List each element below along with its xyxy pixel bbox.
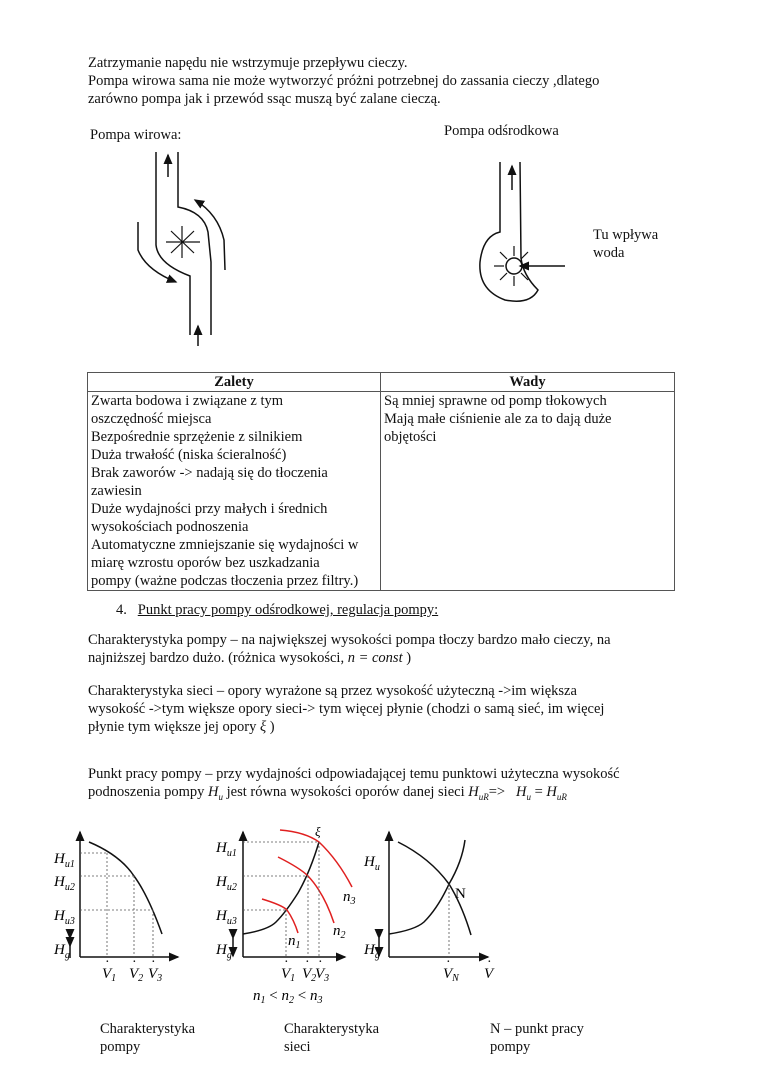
zaleta-line: Zwarta bodowa i związane z tym: [91, 393, 284, 409]
svg-text:ξ: ξ: [315, 824, 321, 839]
svg-text:V1: $V_1$: [281, 966, 296, 984]
flow-arrow-icon: [138, 222, 176, 282]
svg-text:n3: $n_3$: [343, 889, 356, 907]
svg-text:·: ·: [151, 955, 156, 970]
paragraph-operating-1: Punkt pracy pompy – przy wydajności odpowiadającej temu punktowi użyteczna wysokość: [88, 766, 620, 782]
operating-point-label: N: [455, 886, 466, 902]
graph-network-characteristic: [215, 824, 356, 1006]
paragraph-network-2: wysokość ->tym większe opory sieci-> tym więcej płynie (chodzi o samą sieć, im więcej: [88, 701, 605, 717]
section-title: Punkt pracy pompy odśrodkowej, regulacja pompy:: [137, 602, 439, 618]
svg-text:VN: $V_N$: [443, 966, 459, 984]
vortex-pump-diagram: [138, 152, 225, 346]
impeller-icon: [166, 226, 200, 258]
svg-text:Hu3: $H_{u3}$: [54, 908, 75, 927]
zaleta-line: miarę wzrostu oporów bez uszkadzania: [91, 555, 320, 571]
svg-text:Hg: $H_g$: [364, 942, 380, 961]
graph-pump-characteristic: [53, 832, 178, 984]
svg-text:n1: $n_1$: [288, 933, 301, 951]
zaleta-line: Duża trwałość (niska ścieralność): [91, 447, 287, 463]
svg-text:Hu1: $H_{u1}$: [216, 840, 237, 859]
svg-text:V3: $V_3$: [148, 966, 163, 984]
svg-text:V1: $V_1$: [102, 966, 117, 984]
svg-text:·: ·: [105, 955, 110, 970]
pump-curve-n2: [278, 857, 334, 923]
paragraph-network-3: płynie tym większe jej opory ξ ): [88, 719, 275, 735]
zaleta-line: zawiesin: [91, 483, 142, 499]
svg-text:Hu3: $H_{u3}$: [216, 908, 237, 927]
zalety-cell: [88, 392, 381, 591]
svg-text:Hu1: $H_{u1}$: [54, 851, 75, 870]
svg-text:Hu2: $H_{u2}$: [54, 874, 75, 893]
intro-line-2: Pompa wirowa sama nie może wytworzyć próżni potrzebnej do zassania cieczy ,dlatego: [88, 73, 600, 89]
svg-text:·: ·: [132, 955, 137, 970]
svg-text:Hu2: $H_{u2}$: [216, 874, 237, 893]
network-curve: [389, 840, 465, 934]
paragraph-pump-char-2: najniższej bardzo dużo. (różnica wysokości, n = const ): [88, 650, 412, 666]
centrifugal-pump-label: Pompa odśrodkowa: [444, 123, 559, 139]
svg-text:·: ·: [446, 955, 451, 970]
svg-text:n2: $n_2$: [333, 923, 346, 941]
zaleta-line: wysokościach podnoszenia: [91, 519, 249, 535]
inflow-annotation-1: Tu wpływa: [593, 227, 659, 243]
wada-line: Mają małe ciśnienie ale za to dają duże: [384, 411, 612, 427]
svg-text:V3: $V_3$: [315, 966, 330, 984]
caption-pump-1: Charakterystyka: [100, 1021, 196, 1037]
svg-text:Hg: $H_g$: [216, 942, 232, 961]
zaleta-line: Duże wydajności przy małych i średnich: [91, 501, 328, 517]
svg-text:V2: $V_2$: [302, 966, 317, 984]
caption-network-1: Charakterystyka: [284, 1021, 380, 1037]
svg-text:Hg: $H_g$: [54, 942, 70, 961]
header-zalety: Zalety: [88, 373, 381, 392]
paragraph-pump-char-1: Charakterystyka pompy – na największej wysokości pompa tłoczy bardzo mało cieczy, na: [88, 632, 611, 648]
caption-operating-2: pompy: [490, 1039, 531, 1055]
intro-line-1: Zatrzymanie napędu nie wstrzymuje przepływu cieczy.: [88, 55, 408, 71]
pros-cons-table: [87, 372, 675, 591]
section-heading: [116, 601, 438, 619]
zaleta-line: Automatyczne zmniejszanie się wydajności w: [91, 537, 359, 553]
svg-text:n1 < n2 < n3: $n_1 < n_2 < n_3$: [253, 988, 323, 1006]
svg-text:·: ·: [284, 955, 289, 970]
wada-line: objętości: [384, 429, 437, 445]
zaleta-line: pompy (ważne podczas tłoczenia przez filtry.): [91, 573, 359, 589]
intro-line-3: zarówno pompa jak i przewód ssąc muszą być zalane cieczą.: [88, 91, 441, 107]
svg-text:·: ·: [487, 955, 492, 970]
svg-text:V: V: [484, 966, 494, 982]
wada-line: Są mniej sprawne od pomp tłokowych: [384, 393, 607, 409]
zaleta-line: Brak zaworów -> nadają się do tłoczenia: [91, 465, 328, 481]
svg-text:·: ·: [318, 955, 323, 970]
vortex-pump-label: Pompa wirowa:: [90, 127, 182, 143]
zaleta-line: oszczędność miejsca: [91, 411, 212, 427]
graph-operating-point: [363, 832, 495, 984]
centrifugal-pump-diagram: [480, 162, 565, 301]
paragraph-operating-2: podnoszenia pompy $H_u$ jest równa wysokości oporów danej sieci $H_{uR}=> H_u = H_{uR}$: [88, 784, 567, 802]
caption-pump-2: pompy: [100, 1039, 141, 1055]
caption-network-2: sieci: [284, 1039, 311, 1055]
pump-curve: [89, 842, 162, 934]
inflow-annotation-2: woda: [593, 245, 625, 261]
paragraph-network-1: Charakterystyka sieci – opory wyrażone są przez wysokość użyteczną ->im większa: [88, 683, 577, 699]
section-number: 4.: [116, 602, 127, 618]
svg-text:Hu: $H_u$: [364, 854, 380, 873]
wady-cell: [381, 392, 675, 591]
caption-operating-1: N – punkt pracy: [490, 1021, 584, 1037]
zaleta-line: Bezpośrednie sprzężenie z silnikiem: [91, 429, 303, 445]
svg-text:V2: $V_2$: [129, 966, 144, 984]
svg-text:·: ·: [305, 955, 310, 970]
header-wady: Wady: [381, 373, 675, 392]
